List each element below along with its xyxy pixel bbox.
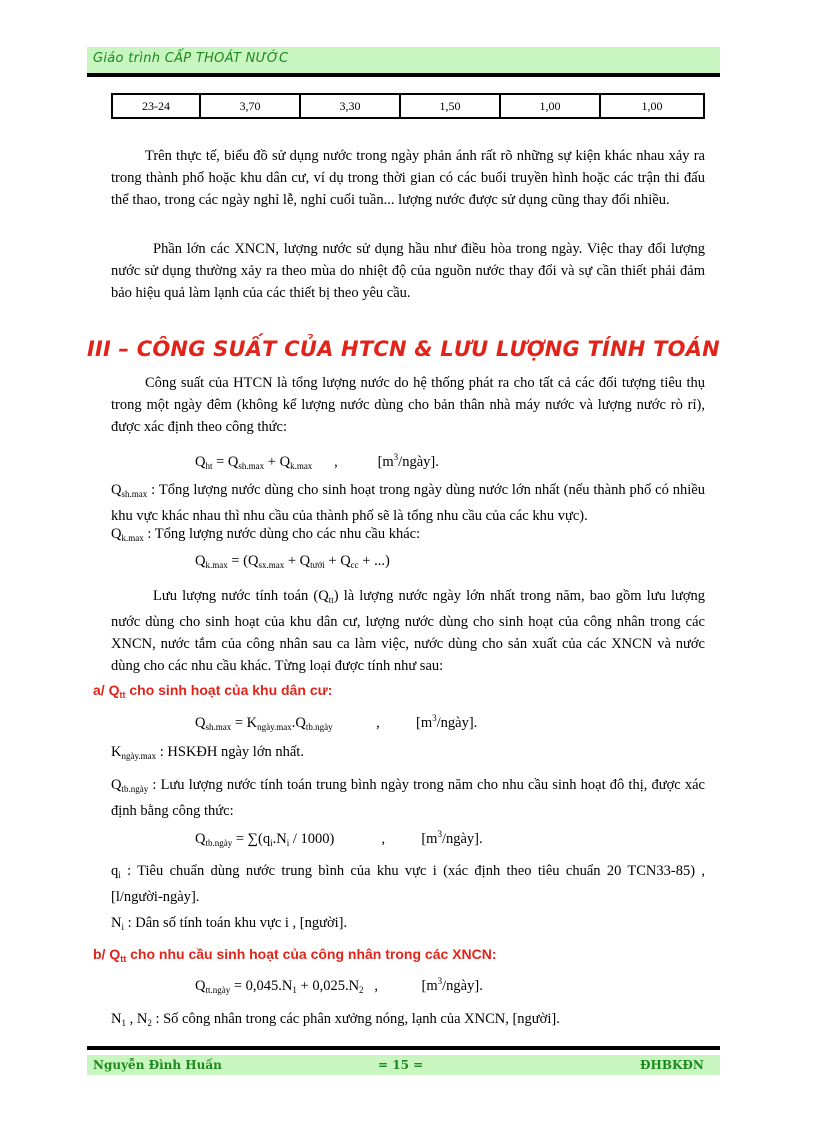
definition-qi-text: : Tiêu chuẩn dùng nước trung bình của khu vực i (xác định theo tiêu chuẩn 20 TCN33-85) , [l/người-ngày]. — [111, 863, 705, 905]
definition-kngay: $K_{ngày.max}$ : HSKĐH ngày lớn nhất. — [111, 744, 304, 761]
paragraph-2: Phần lớn các XNCN, lượng nước sử dụng hầu như điều hòa trong ngày. Việc thay đổi lượng nước sử dụng thường xảy ra theo mùa do nhiệt độ của nguồn nước thay đổi và sự cần thiết phải đảm bảo hiệu quả làm lạnh của các thiết bị theo yêu cầu. — [111, 241, 705, 301]
paragraph-1: Trên thực tế, biểu đồ sử dụng nước trong ngày phản ánh rất rõ những sự kiện khác nhau xảy ra trong thành phố hoặc khu dân cư, ví dụ trong thời gian có các buổi truyền hình hoặc các trận thi đấu thể thao, trong các ngày nghỉ lễ, nghỉ cuối tuần... lượng nước được sử dụng cũng thay đổi nhiều. — [111, 148, 705, 208]
section-heading: III – CÔNG SUẤT CỦA HTCN & LƯU LƯỢNG TÍNH TOÁN — [87, 337, 720, 361]
subheading-b: b/ $Q_{tt}$ cho nhu cầu sinh hoạt của công nhân trong các XNCN: — [93, 946, 497, 964]
definition-ni: $N_i$ : Dân số tính toán khu vực i , [người]. — [111, 915, 348, 932]
definition-n12-text: : Số công nhân trong các phân xưởng nóng, lạnh của XNCN, [người]. — [155, 1011, 560, 1027]
definition-ni-text: : Dân số tính toán khu vực i , [người]. — [127, 915, 348, 931]
table-cell: 3,30 — [300, 94, 400, 118]
footer-page-number: = 15 = — [378, 1058, 424, 1072]
definition-qi: $q_i$ : Tiêu chuẩn dùng nước trung bình của khu vực i (xác định theo tiêu chuẩn 20 TCN33-85) , [l/người-ngày]. — [111, 863, 705, 905]
formula-qtb: $Q_{tb.ngày} = \sum(q_i.N_i / 1000)$ , $[m^3/ngày]$. — [195, 829, 483, 848]
formula-qtt: $Q_{tt.ngày} = 0,045.N_1 + 0,025.N_2$ , $[m^3/ngày]$. — [195, 976, 483, 995]
definition-qsh: $Q_{sh.max}$ : Tổng lượng nước dùng cho sinh hoạt trong ngày dùng nước lớn nhất (nếu thành phố có nhiều khu vực khác nhau thì nhu cầu của thành phố sẽ là tổng nhu cầu của các khu vực). — [111, 482, 705, 524]
header-title: Giáo trình CẤP THOÁT NƯỚC — [93, 51, 289, 66]
table-row — [112, 94, 704, 118]
subheading-a-text: cho sinh hoạt của khu dân cư: — [129, 682, 333, 698]
data-table — [111, 93, 705, 119]
table-cell: 23-24 — [112, 94, 200, 118]
definition-kngay-text: : HSKĐH ngày lớn nhất. — [159, 744, 304, 760]
definition-qk-text: : Tổng lượng nước dùng cho các nhu cầu khác: — [147, 526, 421, 542]
header-rule — [87, 73, 720, 77]
subheading-a: a/ $Q_{tt}$ cho sinh hoạt của khu dân cư: — [93, 682, 333, 700]
paragraph-flow: Lưu lượng nước tính toán $(Q_{tt})$ là lượng nước ngày lớn nhất trong năm, bao gồm lưu lượng nước dùng cho sinh hoạt của khu dân cư, lượng nước dùng cho sinh hoạt của công nhân trong các XNCN, nước tắm của công nhân sau ca làm việc, nước dùng cho sản xuất của các XNCN và nước dùng cho các nhu cầu khác. Từng loại được tính như sau: — [111, 588, 705, 674]
flow-lead: Lưu lượng nước tính toán — [153, 588, 309, 604]
footer-school: ĐHBKĐN — [640, 1058, 704, 1072]
definition-qk: $Q_{k.max}$ : Tổng lượng nước dùng cho các nhu cầu khác: — [111, 526, 421, 543]
table-cell: 1,00 — [500, 94, 600, 118]
subheading-b-text: cho nhu cầu sinh hoạt của công nhân trong các XNCN: — [130, 946, 497, 962]
formula-qk: $Q_{k.max} = (Q_{sx.max} + Q_{tưới} + Q_{cc}$ + ...) — [195, 553, 390, 570]
definition-qtb-text: : Lưu lượng nước tính toán trung bình ngày trong năm cho nhu cầu sinh hoạt đô thị, được xác định bằng công thức: — [111, 777, 705, 819]
section-intro: Công suất của HTCN là tổng lượng nước do hệ thống phát ra cho tất cả các đối tượng tiêu thụ trong một ngày đêm (không kể lượng nước dùng cho bản thân nhà máy nước và lượng nước rò rỉ), được xác định theo công thức: — [111, 375, 705, 435]
formula-qht: $Q_{ht} = Q_{sh.max} + Q_{k.max}$ , $[m^3/ngày]$. — [195, 452, 439, 471]
flow-text: là lượng nước ngày lớn nhất trong năm, bao gồm lưu lượng nước dùng cho sinh hoạt của khu dân cư, lượng nước dùng cho sinh hoạt của công nhân trong các XNCN, nước tắm của công nhân sau ca làm việc, nước dùng cho sản xuất của các XNCN và nước dùng cho các nhu cầu khác. Từng loại được tính như sau: — [111, 588, 705, 674]
definition-n12: $N_1$ , $N_2$ : Số công nhân trong các phân xưởng nóng, lạnh của XNCN, [người]. — [111, 1011, 560, 1028]
table-cell: 3,70 — [200, 94, 300, 118]
definition-qtb: $Q_{tb.ngày}$ : Lưu lượng nước tính toán trung bình ngày trong năm cho nhu cầu sinh hoạt đô thị, được xác định bằng công thức: — [111, 777, 705, 819]
formula-qsh: $Q_{sh.max} = K_{ngày.max}.Q_{tb.ngày}$ , $[m^3/ngày]$. — [195, 713, 478, 732]
table-cell: 1,00 — [600, 94, 704, 118]
footer-rule — [87, 1046, 720, 1050]
table-cell: 1,50 — [400, 94, 500, 118]
footer-author: Nguyễn Đình Huấn — [93, 1058, 222, 1072]
definition-qsh-text: : Tổng lượng nước dùng cho sinh hoạt trong ngày dùng nước lớn nhất (nếu thành phố có nhiều khu vực khác nhau thì nhu cầu của thành phố sẽ là tổng nhu cầu của các khu vực). — [111, 482, 705, 524]
